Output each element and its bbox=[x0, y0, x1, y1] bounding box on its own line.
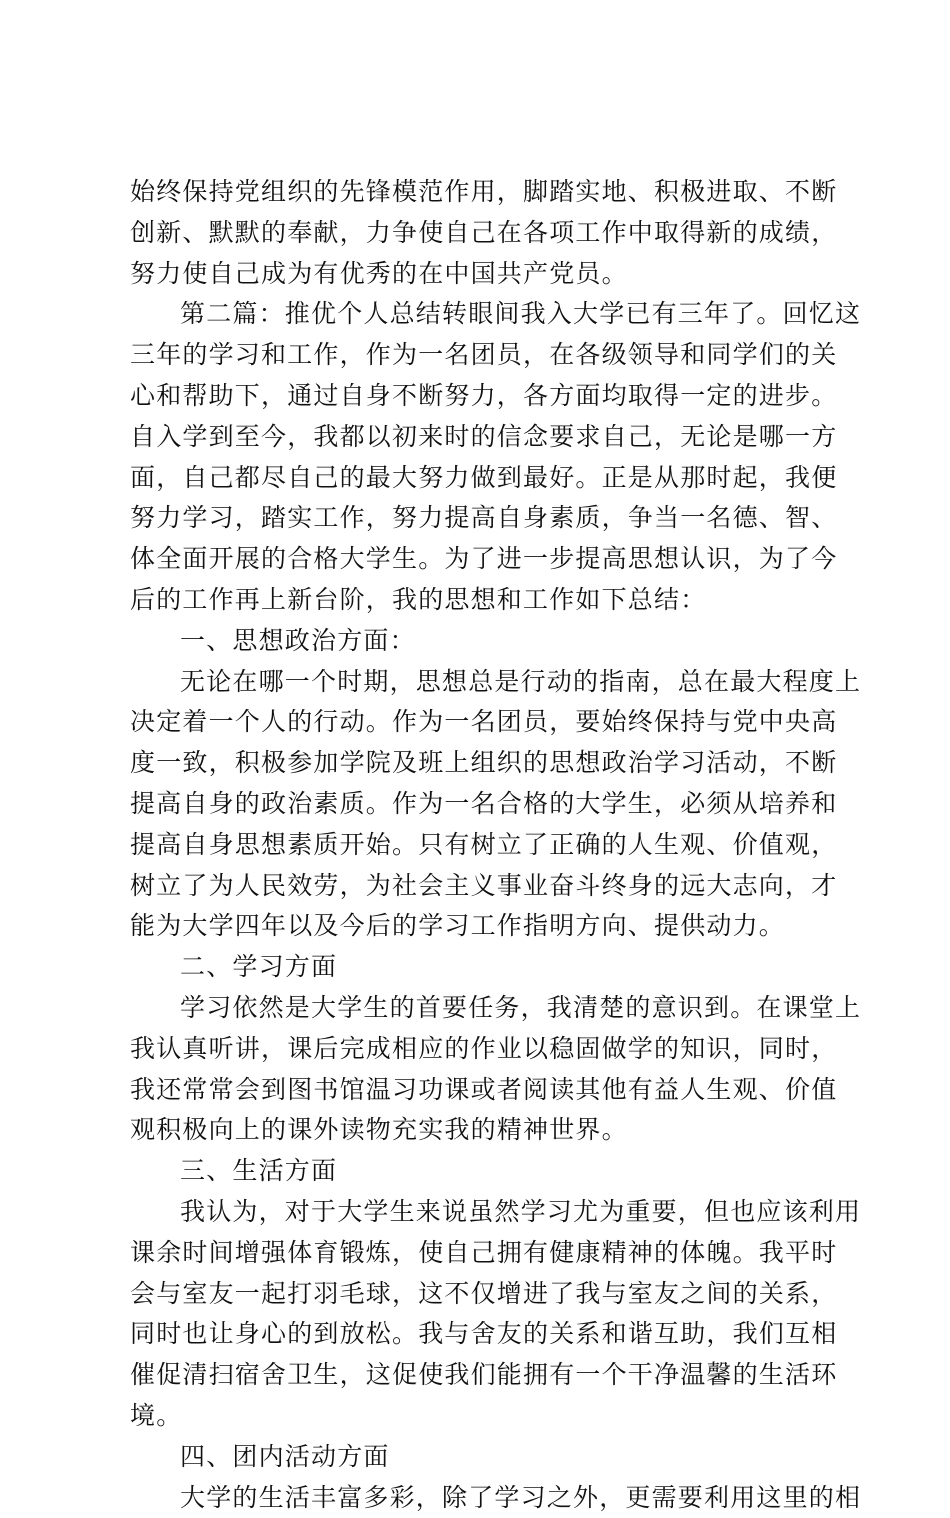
text-line: 面，自己都尽自己的最大努力做到最好。正是从那时起，我便 bbox=[130, 458, 830, 499]
text-line: 度一致，积极参加学院及班上组织的思想政治学习活动，不断 bbox=[130, 743, 830, 784]
text-line: 同时也让身心的到放松。我与舍友的关系和谐互助，我们互相 bbox=[130, 1314, 830, 1355]
text-line: 努力使自己成为有优秀的在中国共产党员。 bbox=[130, 254, 830, 295]
text-line: 课余时间增强体育锻炼，使自己拥有健康精神的体魄。我平时 bbox=[130, 1233, 830, 1274]
paragraph-start-line: 第二篇：推优个人总结转眼间我入大学已有三年了。回忆这 bbox=[130, 294, 830, 335]
text-line: 始终保持党组织的先锋模范作用，脚踏实地、积极进取、不断 bbox=[130, 172, 830, 213]
text-line: 我认真听讲，课后完成相应的作业以稳固做学的知识，同时， bbox=[130, 1029, 830, 1070]
text-line: 会与室友一起打羽毛球，这不仅增进了我与室友之间的关系， bbox=[130, 1274, 830, 1315]
paragraph-start-line: 我认为，对于大学生来说虽然学习尤为重要，但也应该利用 bbox=[130, 1192, 830, 1233]
paragraph-start-line: 无论在哪一个时期，思想总是行动的指南，总在最大程度上 bbox=[130, 662, 830, 703]
text-line: 决定着一个人的行动。作为一名团员，要始终保持与党中央高 bbox=[130, 702, 830, 743]
text-line: 体全面开展的合格大学生。为了进一步提高思想认识，为了今 bbox=[130, 539, 830, 580]
text-line: 观积极向上的课外读物充实我的精神世界。 bbox=[130, 1110, 830, 1151]
paragraph-start-line: 大学的生活丰富多彩，除了学习之外，更需要利用这里的相 bbox=[130, 1478, 830, 1518]
text-line: 三年的学习和工作，作为一名团员，在各级领导和同学们的关 bbox=[130, 335, 830, 376]
section-heading-thought: 一、思想政治方面： bbox=[130, 621, 830, 662]
section-heading-study: 二、学习方面 bbox=[130, 947, 830, 988]
section-heading-league: 四、团内活动方面 bbox=[130, 1437, 830, 1478]
text-line: 提高自身的政治素质。作为一名合格的大学生，必须从培养和 bbox=[130, 784, 830, 825]
text-line: 境。 bbox=[130, 1396, 830, 1437]
text-line: 努力学习，踏实工作，努力提高自身素质，争当一名德、智、 bbox=[130, 498, 830, 539]
text-line: 我还常常会到图书馆温习功课或者阅读其他有益人生观、价值 bbox=[130, 1070, 830, 1111]
text-line: 心和帮助下，通过自身不断努力，各方面均取得一定的进步。 bbox=[130, 376, 830, 417]
text-line: 自入学到至今，我都以初来时的信念要求自己，无论是哪一方 bbox=[130, 417, 830, 458]
text-line: 提高自身思想素质开始。只有树立了正确的人生观、价值观， bbox=[130, 825, 830, 866]
text-line: 催促清扫宿舍卫生，这促使我们能拥有一个干净温馨的生活环 bbox=[130, 1355, 830, 1396]
section-heading-life: 三、生活方面 bbox=[130, 1151, 830, 1192]
text-line: 树立了为人民效劳，为社会主义事业奋斗终身的远大志向，才 bbox=[130, 866, 830, 907]
text-line: 后的工作再上新台阶，我的思想和工作如下总结： bbox=[130, 580, 830, 621]
text-line: 创新、默默的奉献，力争使自己在各项工作中取得新的成绩， bbox=[130, 213, 830, 254]
document-body bbox=[130, 172, 830, 1518]
text-line: 能为大学四年以及今后的学习工作指明方向、提供动力。 bbox=[130, 906, 830, 947]
paragraph-start-line: 学习依然是大学生的首要任务，我清楚的意识到。在课堂上 bbox=[130, 988, 830, 1029]
